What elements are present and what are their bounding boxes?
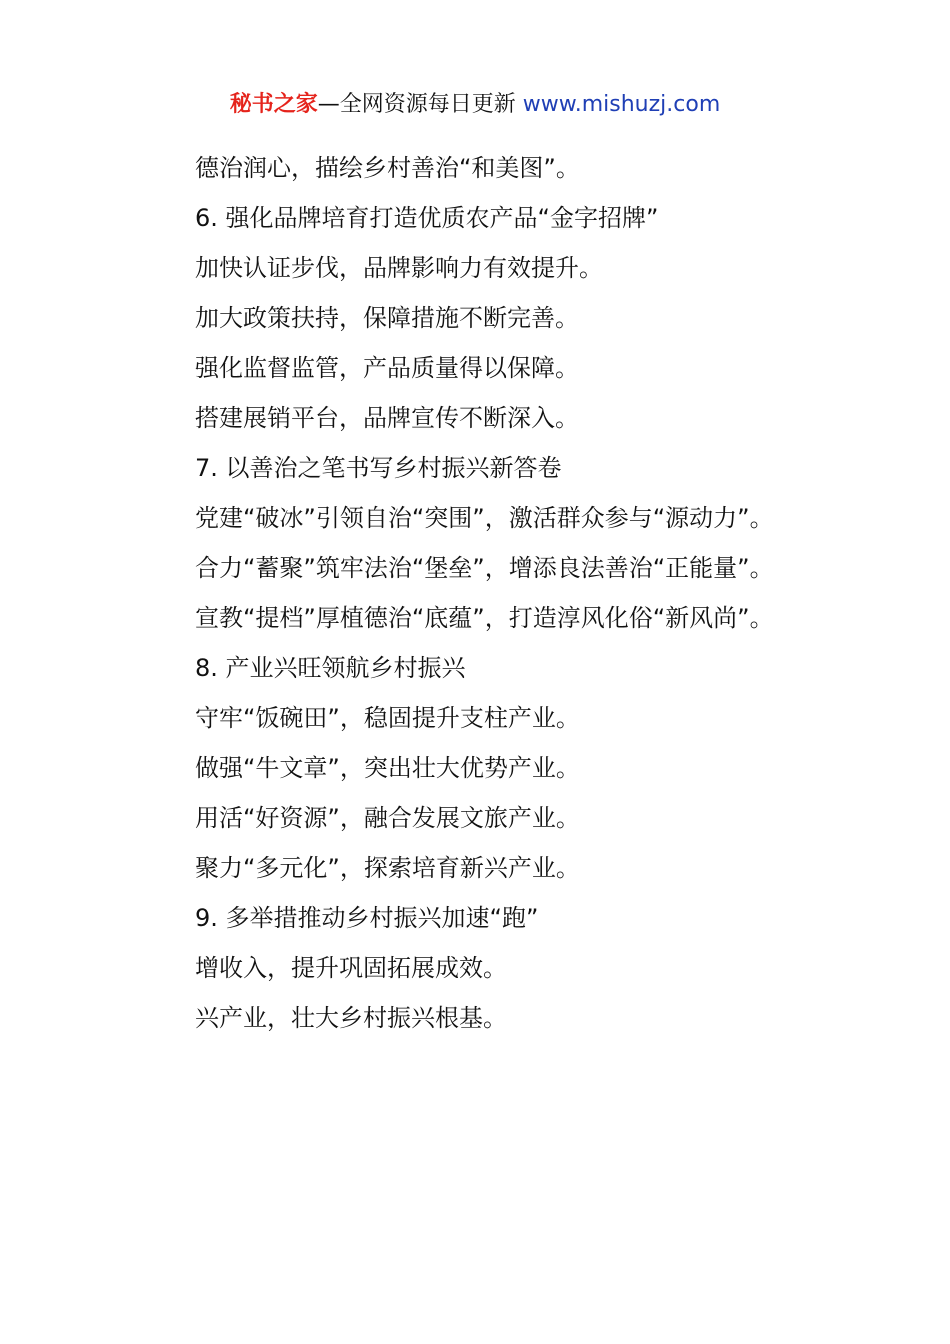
paragraph: 强化监督监管，产品质量得以保障。 xyxy=(195,354,579,382)
document-body xyxy=(145,143,815,1043)
section-heading: 6. 强化品牌培育打造优质农产品“金字招牌” xyxy=(195,204,659,232)
paragraph: 加快认证步伐，品牌影响力有效提升。 xyxy=(195,254,603,282)
site-url-link[interactable]: www.mishuzj.com xyxy=(522,92,721,117)
paragraph: 兴产业，壮大乡村振兴根基。 xyxy=(195,1004,507,1032)
section-heading: 9. 多举措推动乡村振兴加速“跑” xyxy=(195,904,539,932)
paragraph: 做强“牛文章”，突出壮大优势产业。 xyxy=(195,754,580,782)
paragraph: 聚力“多元化”，探索培育新兴产业。 xyxy=(195,854,580,882)
brand-name: 秘书之家 xyxy=(229,92,318,117)
paragraph: 增收入，提升巩固拓展成效。 xyxy=(195,954,507,982)
paragraph: 宣教“提档”厚植德治“底蕴”，打造淳风化俗“新风尚”。 xyxy=(195,604,774,632)
section-heading: 8. 产业兴旺领航乡村振兴 xyxy=(195,654,466,682)
paragraph: 加大政策扶持，保障措施不断完善。 xyxy=(195,304,579,332)
paragraph: 合力“蓄聚”筑牢法治“堡垒”，增添良法善治“正能量”。 xyxy=(195,554,774,582)
header-tagline: —全网资源每日更新 xyxy=(317,92,516,117)
paragraph: 党建“破冰”引领自治“突围”，激活群众参与“源动力”。 xyxy=(195,504,774,532)
page-header xyxy=(0,88,950,122)
paragraph: 守牢“饭碗田”，稳固提升支柱产业。 xyxy=(195,704,580,732)
paragraph: 用活“好资源”，融合发展文旅产业。 xyxy=(195,804,580,832)
paragraph: 搭建展销平台，品牌宣传不断深入。 xyxy=(195,404,579,432)
section-heading: 7. 以善治之笔书写乡村振兴新答卷 xyxy=(195,454,562,482)
paragraph: 德治润心，描绘乡村善治“和美图”。 xyxy=(195,154,580,182)
